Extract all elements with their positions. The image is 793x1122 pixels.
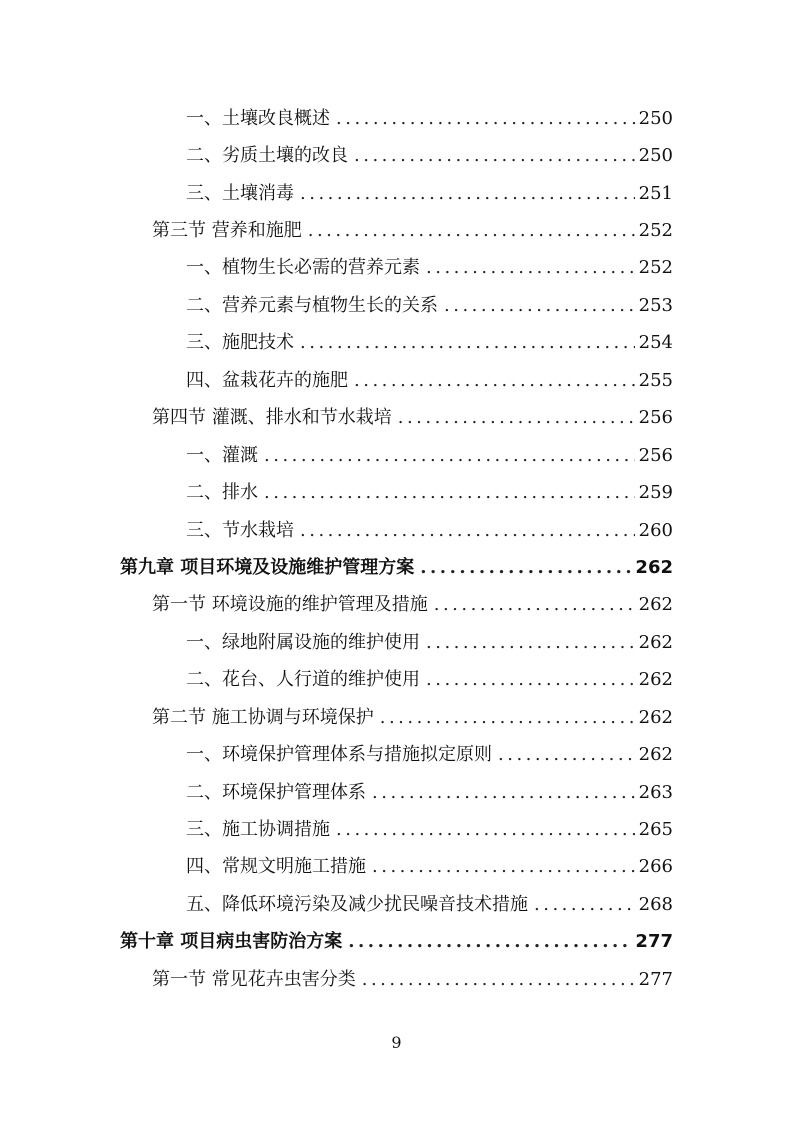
dot-leader bbox=[300, 185, 635, 203]
toc-entry-item[interactable] bbox=[0, 137, 673, 174]
toc-entry-page-number: 262 bbox=[638, 631, 673, 653]
dot-leader bbox=[534, 896, 635, 914]
dot-leader bbox=[336, 821, 635, 839]
dot-leader bbox=[264, 447, 635, 465]
toc-entry-section[interactable] bbox=[0, 699, 673, 736]
toc-entry-label: 三、节水栽培 bbox=[186, 519, 294, 541]
dot-leader bbox=[300, 334, 635, 352]
toc-entry-page-number: 263 bbox=[638, 781, 673, 803]
toc-entry-page-number: 251 bbox=[638, 182, 673, 204]
toc-entry-label: 四、常规文明施工措施 bbox=[186, 856, 366, 878]
toc-entry-label: 二、花台、人行道的维护使用 bbox=[186, 669, 420, 691]
toc-entry-label: 一、植物生长必需的营养元素 bbox=[186, 257, 420, 279]
toc-entry-page-number: 277 bbox=[635, 931, 673, 953]
dot-leader bbox=[426, 671, 635, 689]
toc-entry-item[interactable] bbox=[0, 774, 673, 811]
toc-entry-page-number: 250 bbox=[638, 107, 673, 129]
toc-entry-label: 三、施肥技术 bbox=[186, 332, 294, 354]
toc-entry-chapter[interactable] bbox=[0, 549, 673, 586]
dot-leader bbox=[426, 259, 635, 277]
toc-entry-label: 第十章 项目病虫害防治方案 bbox=[120, 931, 343, 953]
toc-entry-page-number: 262 bbox=[635, 556, 673, 578]
toc-entry-page-number: 259 bbox=[638, 482, 673, 504]
toc-entry-section[interactable] bbox=[0, 400, 673, 437]
toc-entry-chapter[interactable] bbox=[0, 924, 673, 961]
dot-leader bbox=[372, 858, 635, 876]
toc-entry-page-number: 250 bbox=[638, 145, 673, 167]
dot-leader bbox=[444, 297, 635, 315]
toc-entry-label: 三、施工协调措施 bbox=[186, 819, 330, 841]
toc-entry-label: 一、环境保护管理体系与措施拟定原则 bbox=[186, 744, 492, 766]
toc-entry-section[interactable] bbox=[0, 961, 673, 998]
toc-entry-label: 第二节 施工协调与环境保护 bbox=[152, 706, 374, 728]
toc-entry-label: 四、盆栽花卉的施肥 bbox=[186, 369, 348, 391]
toc-entry-item[interactable] bbox=[0, 175, 673, 212]
toc-entry-page-number: 266 bbox=[638, 856, 673, 878]
table-of-contents bbox=[0, 100, 793, 999]
toc-entry-page-number: 277 bbox=[638, 968, 673, 990]
dot-leader bbox=[354, 372, 635, 390]
dot-leader bbox=[434, 596, 635, 614]
dot-leader bbox=[308, 222, 635, 240]
toc-entry-page-number: 255 bbox=[638, 369, 673, 391]
toc-entry-label: 第九章 项目环境及设施维护管理方案 bbox=[120, 556, 415, 578]
toc-entry-item[interactable] bbox=[0, 811, 673, 848]
toc-entry-label: 二、排水 bbox=[186, 482, 258, 504]
toc-entry-page-number: 262 bbox=[638, 594, 673, 616]
toc-entry-label: 一、土壤改良概述 bbox=[186, 107, 330, 129]
dot-leader bbox=[420, 559, 631, 577]
toc-entry-label: 三、土壤消毒 bbox=[186, 182, 294, 204]
toc-entry-item[interactable] bbox=[0, 512, 673, 549]
toc-entry-page-number: 252 bbox=[638, 220, 673, 242]
toc-entry-item[interactable] bbox=[0, 362, 673, 399]
toc-entry-page-number: 256 bbox=[638, 444, 673, 466]
toc-entry-page-number: 253 bbox=[638, 294, 673, 316]
toc-entry-page-number: 256 bbox=[638, 407, 673, 429]
dot-leader bbox=[372, 784, 635, 802]
toc-entry-page-number: 260 bbox=[638, 519, 673, 541]
dot-leader bbox=[362, 971, 635, 989]
toc-entry-label: 五、降低环境污染及减少扰民噪音技术措施 bbox=[186, 893, 528, 915]
dot-leader bbox=[336, 110, 635, 128]
toc-entry-item[interactable] bbox=[0, 100, 673, 137]
dot-leader bbox=[398, 409, 635, 427]
toc-entry-section[interactable] bbox=[0, 212, 673, 249]
toc-entry-item[interactable] bbox=[0, 736, 673, 773]
toc-entry-label: 二、劣质土壤的改良 bbox=[186, 145, 348, 167]
toc-entry-item[interactable] bbox=[0, 437, 673, 474]
dot-leader bbox=[264, 484, 635, 502]
toc-entry-section[interactable] bbox=[0, 587, 673, 624]
toc-entry-item[interactable] bbox=[0, 662, 673, 699]
dot-leader bbox=[498, 746, 635, 764]
toc-entry-item[interactable] bbox=[0, 886, 673, 923]
dot-leader bbox=[348, 933, 631, 951]
toc-entry-item[interactable] bbox=[0, 474, 673, 511]
toc-entry-label: 第一节 常见花卉虫害分类 bbox=[152, 968, 356, 990]
toc-entry-item[interactable] bbox=[0, 325, 673, 362]
toc-entry-page-number: 254 bbox=[638, 332, 673, 354]
toc-entry-label: 二、环境保护管理体系 bbox=[186, 781, 366, 803]
toc-entry-item[interactable] bbox=[0, 250, 673, 287]
toc-entry-page-number: 252 bbox=[638, 257, 673, 279]
toc-entry-page-number: 262 bbox=[638, 744, 673, 766]
page-number: 9 bbox=[391, 1033, 402, 1052]
toc-entry-page-number: 262 bbox=[638, 669, 673, 691]
dot-leader bbox=[380, 709, 635, 727]
toc-entry-label: 一、灌溉 bbox=[186, 444, 258, 466]
toc-entry-label: 第四节 灌溉、排水和节水栽培 bbox=[152, 407, 392, 429]
toc-entry-page-number: 265 bbox=[638, 819, 673, 841]
dot-leader bbox=[300, 522, 635, 540]
toc-entry-item[interactable] bbox=[0, 624, 673, 661]
toc-entry-page-number: 262 bbox=[638, 706, 673, 728]
toc-entry-item[interactable] bbox=[0, 849, 673, 886]
toc-entry-label: 一、绿地附属设施的维护使用 bbox=[186, 631, 420, 653]
toc-entry-page-number: 268 bbox=[638, 893, 673, 915]
toc-entry-item[interactable] bbox=[0, 287, 673, 324]
toc-entry-label: 第三节 营养和施肥 bbox=[152, 220, 302, 242]
dot-leader bbox=[426, 634, 635, 652]
toc-entry-label: 第一节 环境设施的维护管理及措施 bbox=[152, 594, 428, 616]
dot-leader bbox=[354, 147, 635, 165]
toc-entry-label: 二、营养元素与植物生长的关系 bbox=[186, 294, 438, 316]
